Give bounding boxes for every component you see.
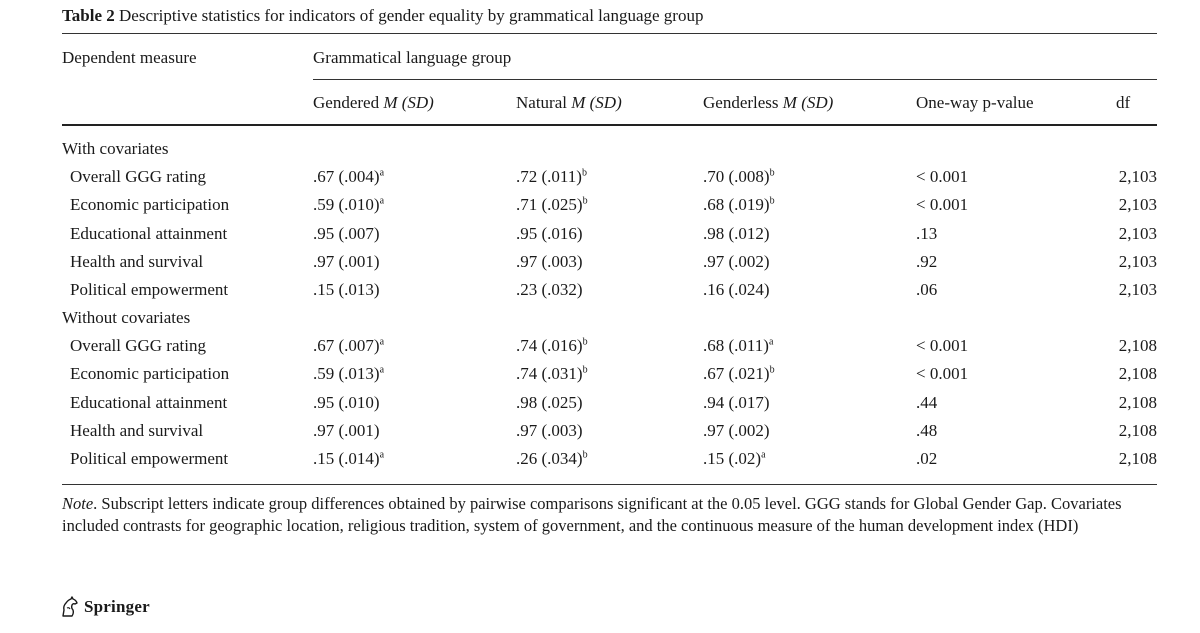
row-measure: Health and survival xyxy=(70,420,204,440)
cell-genderless-value: .68 (.019) xyxy=(703,195,770,215)
cell-natural-value: .26 (.034) xyxy=(516,449,583,468)
cell-df: 2,108 xyxy=(1118,336,1157,356)
cell-df: 2,108 xyxy=(1118,364,1157,384)
cell-genderless-value: .16 (.024) xyxy=(703,280,770,299)
cell-pvalue: .48 xyxy=(916,420,938,440)
header-gendered-label: Gendered xyxy=(313,93,380,112)
row-measure: Health and survival xyxy=(70,251,204,271)
publisher-logo xyxy=(60,596,150,618)
cell-gendered xyxy=(313,252,380,272)
cell-genderless xyxy=(703,393,770,413)
cell-pvalue: .92 xyxy=(916,251,938,271)
cell-gendered-value: .59 (.013) xyxy=(313,364,380,384)
section-title: Without covariates xyxy=(62,308,191,327)
cell-pvalue: < 0.001 xyxy=(916,167,969,187)
header-gendered-msd: M (SD) xyxy=(383,93,434,112)
header-df: df xyxy=(1116,93,1131,112)
header-natural-msd: M (SD) xyxy=(571,93,622,112)
cell-gendered-superscript: a xyxy=(379,449,385,461)
cell-natural xyxy=(516,280,583,300)
cell-natural-value: .71 (.025) xyxy=(516,195,583,215)
note-text: . Subscript letters indicate group differences obtained by pairwise comparisons significant at the 0.05 level. GGG stands for Global Gender Gap. Covariates included contrasts for geographic location, religious tradition, system of government, and the continuous measure of the human development index (HDI) xyxy=(62,494,1122,535)
header-group-label: Grammatical language group xyxy=(313,48,512,67)
publisher-name: Springer xyxy=(84,597,150,616)
cell-genderless xyxy=(703,421,770,441)
cell-genderless-value: .70 (.008) xyxy=(703,167,770,187)
header-natural xyxy=(516,93,622,113)
cell-pvalue: .13 xyxy=(916,223,938,243)
cell-natural-value: .97 (.003) xyxy=(516,420,583,440)
cell-df: 2,103 xyxy=(1118,251,1157,271)
cell-gendered xyxy=(313,167,384,187)
cell-natural-superscript: b xyxy=(582,449,588,461)
header-rule xyxy=(62,124,1157,126)
top-rule xyxy=(62,33,1157,34)
cell-genderless-superscript: b xyxy=(769,364,775,376)
table-note xyxy=(62,493,1162,537)
cell-gendered xyxy=(313,449,384,469)
cell-gendered-value: .95 (.007) xyxy=(313,223,380,243)
cell-genderless xyxy=(703,252,770,272)
header-genderless xyxy=(703,93,833,113)
header-genderless-msd: M (SD) xyxy=(782,93,834,112)
cell-gendered-superscript: a xyxy=(379,195,385,207)
cell-genderless-value: .97 (.002) xyxy=(703,251,770,271)
row-measure: Political empowerment xyxy=(70,280,229,299)
cell-natural xyxy=(516,167,587,187)
cell-gendered-value: .67 (.004) xyxy=(313,167,380,187)
cell-natural-value: .98 (.025) xyxy=(516,392,583,412)
cell-gendered-value: .15 (.013) xyxy=(313,280,380,299)
cell-pvalue: .06 xyxy=(916,280,938,299)
cell-gendered-value: .59 (.010) xyxy=(313,195,380,215)
cell-genderless-superscript: b xyxy=(769,167,775,179)
cell-gendered xyxy=(313,195,384,215)
header-dependent-measure: Dependent measure xyxy=(62,48,197,67)
cell-df: 2,103 xyxy=(1118,195,1157,215)
cell-gendered-value: .15 (.014) xyxy=(313,449,380,468)
cell-natural-superscript: b xyxy=(582,195,588,207)
cell-natural xyxy=(516,224,583,244)
cell-natural xyxy=(516,449,588,469)
row-measure: Overall GGG rating xyxy=(70,336,206,356)
cell-gendered xyxy=(313,393,380,413)
row-measure: Overall GGG rating xyxy=(70,167,206,187)
cell-df: 2,108 xyxy=(1118,449,1157,468)
cell-genderless-superscript: a xyxy=(768,336,774,348)
cell-genderless-value: .94 (.017) xyxy=(703,392,770,412)
note-label: Note xyxy=(62,494,94,513)
cell-pvalue: < 0.001 xyxy=(916,195,969,215)
header-pvalue: One-way p-value xyxy=(916,93,1034,112)
cell-natural-value: .97 (.003) xyxy=(516,251,583,271)
cell-genderless-value: .68 (.011) xyxy=(703,336,769,356)
cell-natural-value: .74 (.016) xyxy=(516,336,583,356)
table-title: Descriptive statistics for indicators of gender equality by grammatical language group xyxy=(119,6,704,25)
cell-genderless-superscript: b xyxy=(769,195,775,207)
cell-natural-value: .23 (.032) xyxy=(516,280,583,299)
cell-natural-superscript: b xyxy=(582,364,588,376)
group-sub-rule xyxy=(313,79,1157,80)
cell-pvalue: < 0.001 xyxy=(916,336,969,356)
section-title: With covariates xyxy=(62,139,169,158)
table-number: Table 2 xyxy=(62,6,115,25)
cell-genderless-value: .67 (.021) xyxy=(703,364,770,384)
cell-genderless xyxy=(703,449,766,469)
cell-gendered xyxy=(313,336,384,356)
cell-gendered-superscript: a xyxy=(379,336,385,348)
springer-horse-icon xyxy=(60,596,80,618)
cell-genderless xyxy=(703,364,775,384)
cell-gendered-superscript: a xyxy=(379,364,385,376)
cell-df: 2,103 xyxy=(1118,280,1157,299)
cell-genderless-value: .98 (.012) xyxy=(703,223,770,243)
cell-genderless-superscript: a xyxy=(761,449,766,461)
cell-df: 2,103 xyxy=(1118,223,1157,243)
cell-natural-superscript: b xyxy=(582,336,588,348)
cell-df: 2,103 xyxy=(1118,167,1157,187)
header-natural-label: Natural xyxy=(516,93,567,112)
cell-df: 2,108 xyxy=(1118,420,1157,440)
cell-natural xyxy=(516,421,583,441)
cell-natural-superscript: b xyxy=(581,167,587,179)
row-measure: Educational attainment xyxy=(70,223,228,243)
cell-natural-value: .72 (.011) xyxy=(516,167,582,187)
cell-genderless-value: .97 (.002) xyxy=(703,420,770,440)
cell-natural xyxy=(516,195,588,215)
table-caption xyxy=(62,6,703,26)
cell-natural xyxy=(516,364,588,384)
cell-natural-value: .95 (.016) xyxy=(516,223,583,243)
cell-pvalue: .02 xyxy=(916,449,938,468)
cell-gendered-value: .97 (.001) xyxy=(313,251,380,271)
row-measure: Economic participation xyxy=(70,364,230,384)
cell-genderless xyxy=(703,280,770,300)
cell-gendered-superscript: a xyxy=(379,167,385,179)
row-measure: Educational attainment xyxy=(70,392,228,412)
cell-natural xyxy=(516,393,583,413)
cell-gendered-value: .67 (.007) xyxy=(313,336,380,356)
cell-pvalue: < 0.001 xyxy=(916,364,969,384)
cell-gendered xyxy=(313,280,380,300)
cell-gendered xyxy=(313,421,380,441)
cell-genderless xyxy=(703,336,773,356)
row-measure: Political empowerment xyxy=(70,449,229,468)
cell-gendered xyxy=(313,364,384,384)
row-measure: Economic participation xyxy=(70,195,230,215)
cell-genderless xyxy=(703,167,775,187)
cell-natural xyxy=(516,252,583,272)
header-genderless-label: Genderless xyxy=(703,93,779,112)
cell-pvalue: .44 xyxy=(916,392,938,412)
bottom-rule xyxy=(62,484,1157,485)
cell-genderless xyxy=(703,224,770,244)
cell-gendered xyxy=(313,224,380,244)
cell-gendered-value: .95 (.010) xyxy=(313,392,380,412)
cell-genderless xyxy=(703,195,775,215)
cell-genderless-value: .15 (.02) xyxy=(703,449,762,468)
header-gendered xyxy=(313,93,434,113)
cell-natural xyxy=(516,336,588,356)
cell-gendered-value: .97 (.001) xyxy=(313,420,380,440)
cell-df: 2,108 xyxy=(1118,392,1157,412)
cell-natural-value: .74 (.031) xyxy=(516,364,583,384)
